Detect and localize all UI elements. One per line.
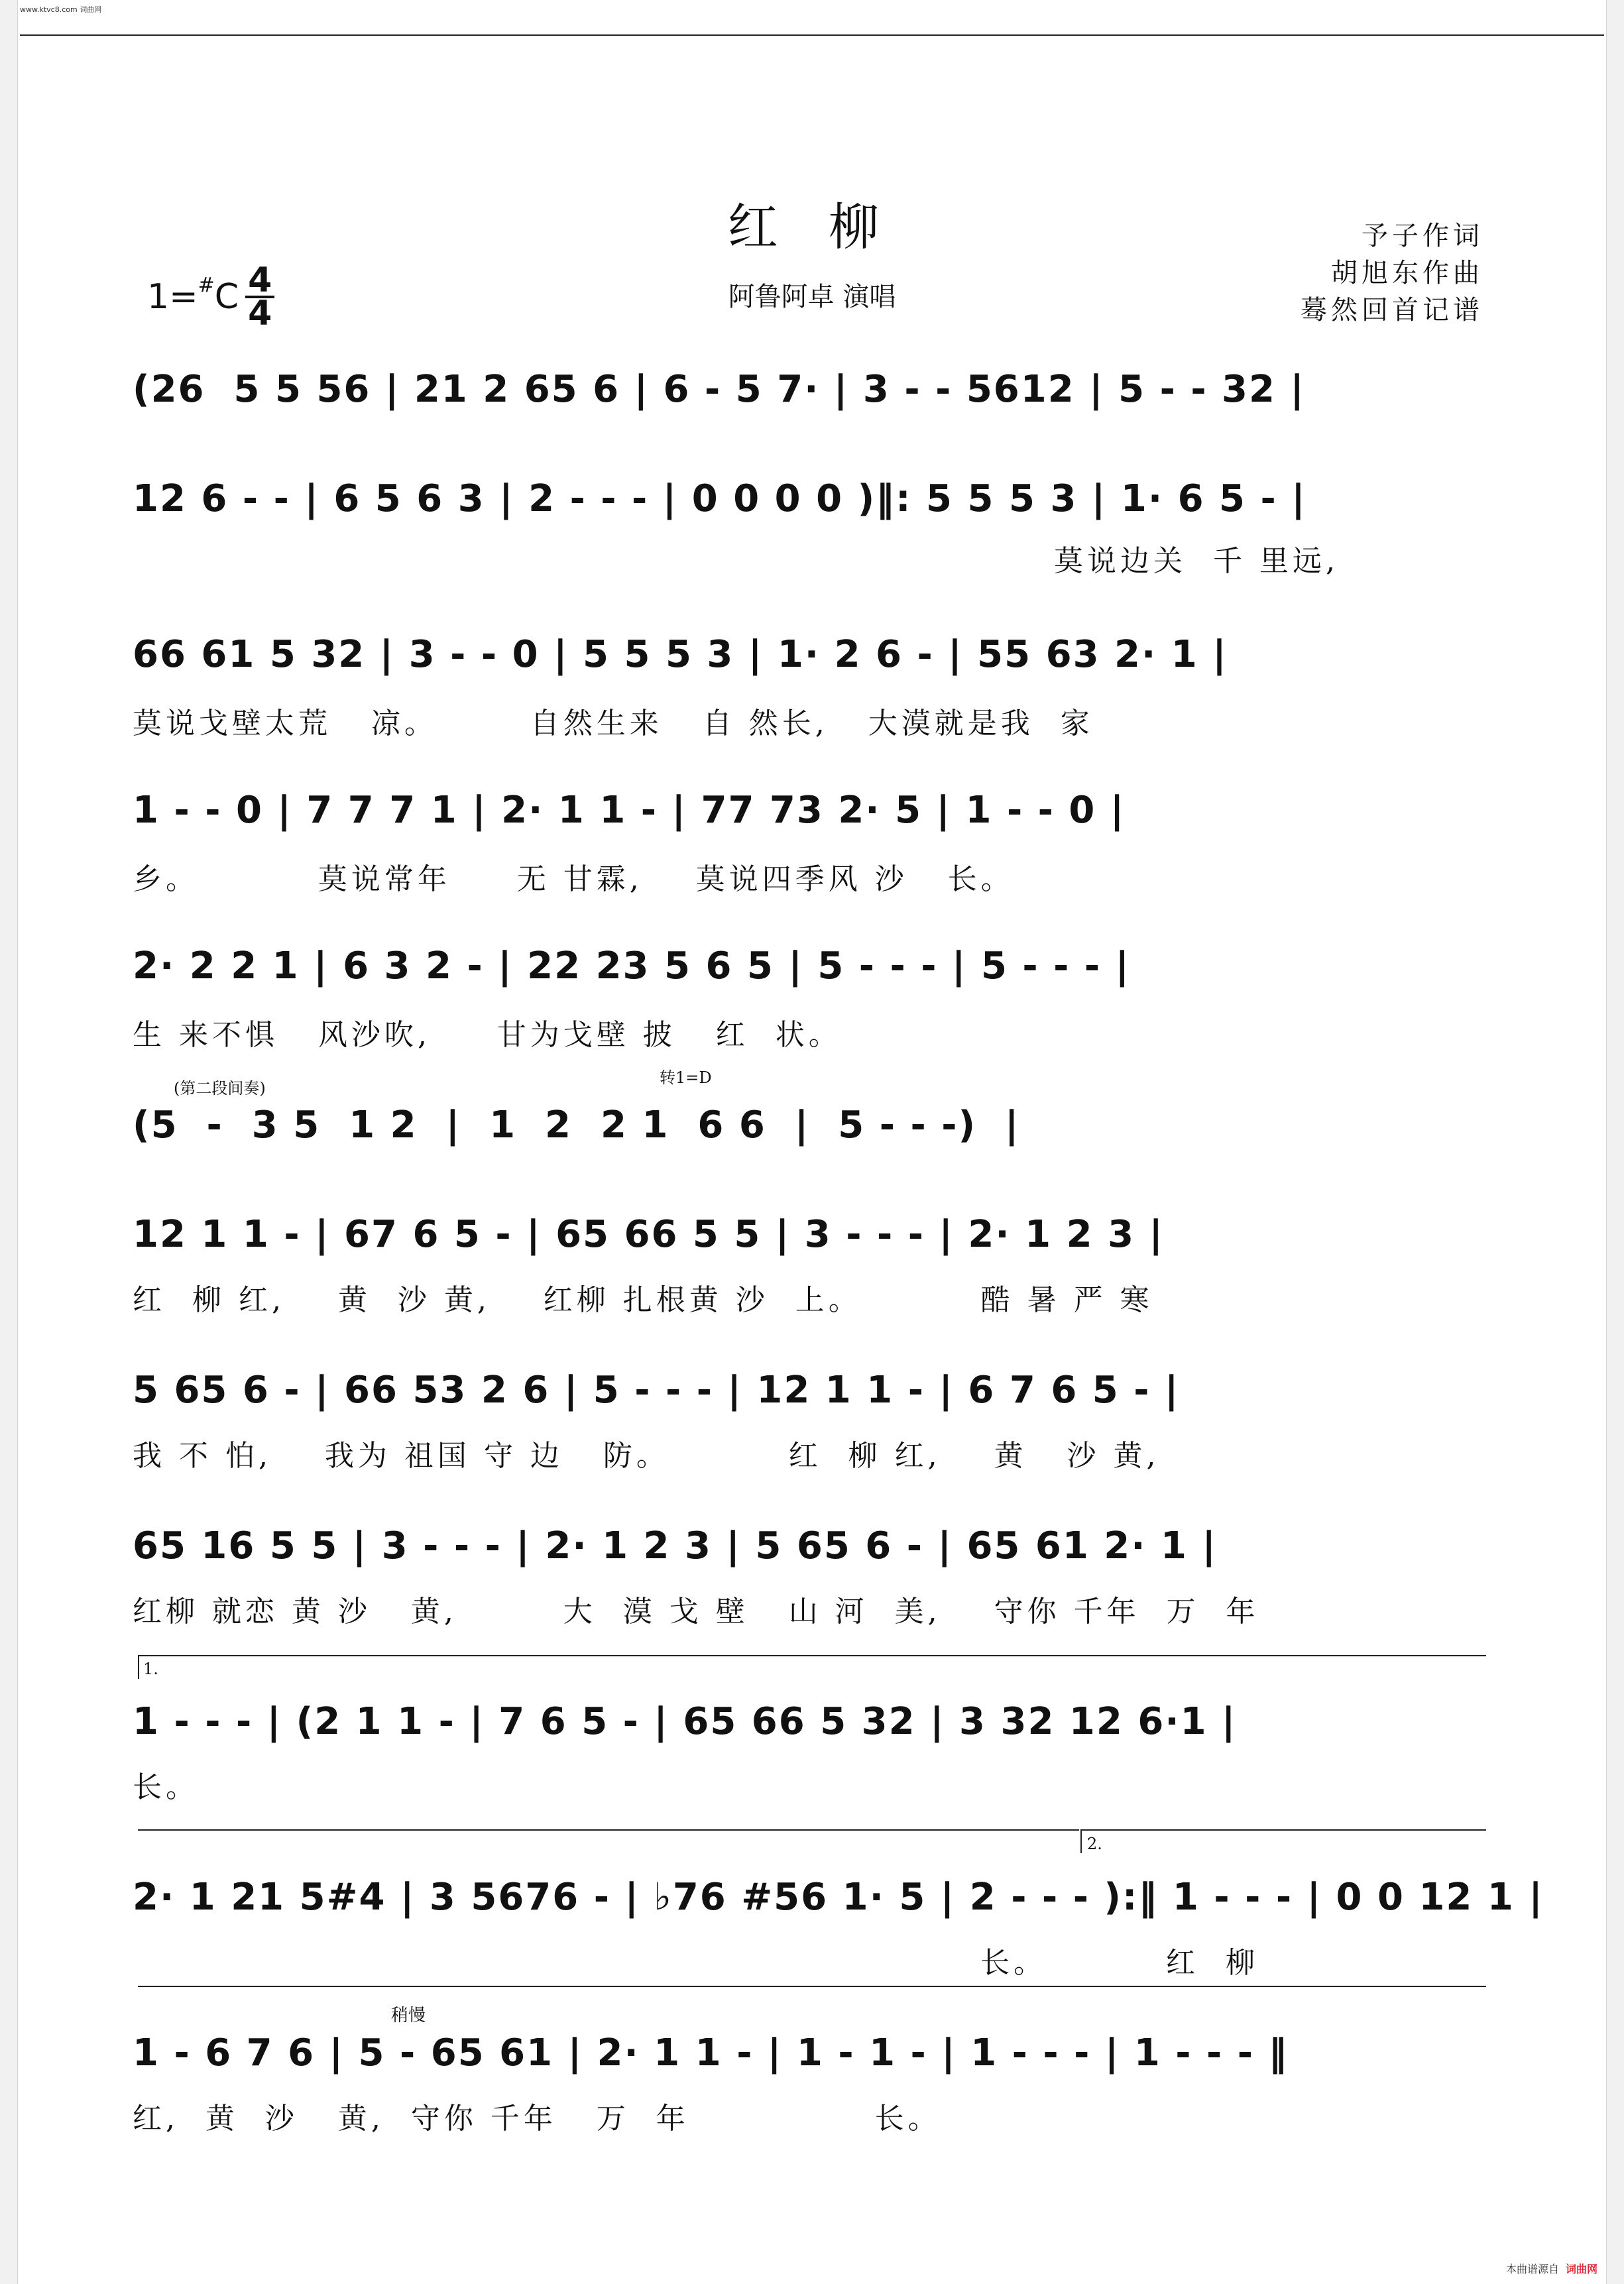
lyrics-row-11: 长。 红 柳 bbox=[133, 1946, 1259, 1980]
score-row-11 bbox=[133, 1876, 1544, 1980]
notes-row-6: (5 - 3 5 1 2 | 1 2 2 1 6 6 | 5 - - -) | bbox=[133, 1104, 1020, 1147]
notes-row-10: 1 - - - | (2 1 1 - | 7 6 5 - | 65 66 5 32 | 3 32 12 6·1 | bbox=[133, 1700, 1237, 1743]
right-margin-border bbox=[1606, 0, 1624, 2284]
lyrics-row-3: 莫说戈壁太荒 凉。 自然生来 自 然长, 大漠就是我 家 bbox=[133, 707, 1094, 740]
score-row-4 bbox=[133, 789, 1505, 896]
time-bottom: 4 bbox=[248, 294, 272, 333]
notes-row-11: 2· 1 21 5#4 | 3 5676 - | ♭76 #56 1· 5 | 2 - - - ):‖ 1 - - - | 0 0 12 1 | bbox=[133, 1876, 1544, 1919]
notes-row-8: 5 65 6 - | 66 53 2 6 | 5 - - - | 12 1 1 - | 6 7 6 5 - | bbox=[133, 1369, 1180, 1412]
lyrics-row-4: 乡。 莫说常年 无 甘霖, 莫说四季风 沙 长。 bbox=[133, 862, 1014, 896]
song-singer: 阿鲁阿卓 演唱 bbox=[728, 282, 896, 312]
lyrics-row-5: 生 来不惧 风沙吹, 甘为戈壁 披 红 状。 bbox=[133, 1018, 842, 1052]
second-ending-bracket bbox=[1080, 1829, 1486, 1831]
lyrics-row-2: 莫说边关 千 里远, bbox=[1054, 544, 1339, 578]
second-ending-label: 2. bbox=[1087, 1835, 1102, 1853]
composer: 胡旭东作曲 bbox=[1331, 258, 1483, 288]
footer-source: 本曲谱源自 bbox=[1505, 2263, 1559, 2275]
key-label: 1= bbox=[147, 277, 198, 317]
notes-row-9: 65 16 5 5 | 3 - - - | 2· 1 2 3 | 5 65 6 - | 65 61 2· 1 | bbox=[133, 1524, 1217, 1568]
key-sharp: # bbox=[198, 273, 215, 297]
lyrics-row-7: 红 柳 红, 黄 沙 黄, 红柳 扎根黄 沙 上。 酷 暑 严 寒 bbox=[133, 1283, 1153, 1317]
lyrics-row-8: 我 不 怕, 我为 祖国 守 边 防。 红 柳 红, 黄 沙 黄, bbox=[133, 1439, 1160, 1473]
left-margin-border bbox=[0, 0, 18, 2284]
modulation-label: 转1=D bbox=[660, 1068, 712, 1087]
score-row-5 bbox=[133, 944, 1505, 1052]
notes-row-2: 12 6 - - | 6 5 6 3 | 2 - - - | 0 0 0 0 )‖: 5 5 5 3 | 1· 6 5 - | bbox=[133, 477, 1306, 520]
time-signature bbox=[245, 260, 274, 333]
song-credits bbox=[1301, 217, 1483, 329]
key-signature bbox=[147, 260, 274, 333]
score-row-6 bbox=[133, 1104, 1505, 1147]
second-ending-underline bbox=[138, 1986, 1486, 1987]
score-row-8 bbox=[133, 1369, 1505, 1473]
second-ending-tick bbox=[1080, 1829, 1082, 1853]
score-row-12 bbox=[133, 2031, 1505, 2136]
lyrics-row-9: 红柳 就恋 黄 沙 黄, 大 漠 戈 壁 山 河 美, 守你 千年 万 年 bbox=[133, 1595, 1259, 1628]
transcriber: 蓦然回首记谱 bbox=[1301, 295, 1483, 325]
top-rule bbox=[20, 34, 1604, 36]
notes-row-12: 1 - 6 7 6 | 5 - 65 61 | 2· 1 1 - | 1 - 1 - | 1 - - - | 1 - - - ‖ bbox=[133, 2031, 1289, 2075]
time-top: 4 bbox=[245, 265, 274, 298]
notes-row-1: (26 5 5 56 | 21 2 65 6 | 6 - 5 7· | 3 - - 5612 | 5 - - 32 | bbox=[133, 368, 1305, 411]
notes-row-5: 2· 2 2 1 | 6 3 2 - | 22 23 5 6 5 | 5 - - - | 5 - - - | bbox=[133, 944, 1131, 988]
first-ending-underline bbox=[138, 1829, 1079, 1831]
notes-row-7: 12 1 1 - | 67 6 5 - | 65 66 5 5 | 3 - - - | 2· 1 2 3 | bbox=[133, 1213, 1164, 1256]
lyricist: 予子作词 bbox=[1362, 221, 1483, 251]
song-title: 红 柳 bbox=[727, 198, 897, 257]
score-row-3 bbox=[133, 633, 1505, 740]
first-ending-label: 1. bbox=[143, 1660, 158, 1678]
notes-row-3: 66 61 5 32 | 3 - - 0 | 5 5 5 3 | 1· 2 6 - | 55 63 2· 1 | bbox=[133, 633, 1228, 676]
footer bbox=[1506, 2261, 1597, 2276]
first-ending-tick bbox=[138, 1655, 139, 1679]
lyrics-row-10: 长。 bbox=[133, 1770, 199, 1804]
score-row-2 bbox=[133, 477, 1505, 578]
footer-brand[interactable]: 词曲网 bbox=[1565, 2263, 1597, 2275]
site-url[interactable]: www.ktvc8.com 词曲网 bbox=[20, 5, 102, 14]
score-row-1 bbox=[133, 368, 1505, 411]
notes-row-4: 1 - - 0 | 7 7 7 1 | 2· 1 1 - | 77 73 2· 5 | 1 - - 0 | bbox=[133, 789, 1126, 832]
score-row-9 bbox=[133, 1524, 1505, 1628]
tempo-slow-label: 稍慢 bbox=[391, 2006, 426, 2026]
score-row-10 bbox=[133, 1700, 1505, 1804]
lyrics-row-12: 红, 黄 沙 黄, 守你 千年 万 年 长。 bbox=[133, 2102, 941, 2136]
first-ending-bracket bbox=[138, 1655, 1486, 1656]
key-note: C bbox=[214, 277, 239, 317]
score-row-7 bbox=[133, 1213, 1505, 1317]
interlude-label: (第二段间奏) bbox=[174, 1079, 266, 1098]
